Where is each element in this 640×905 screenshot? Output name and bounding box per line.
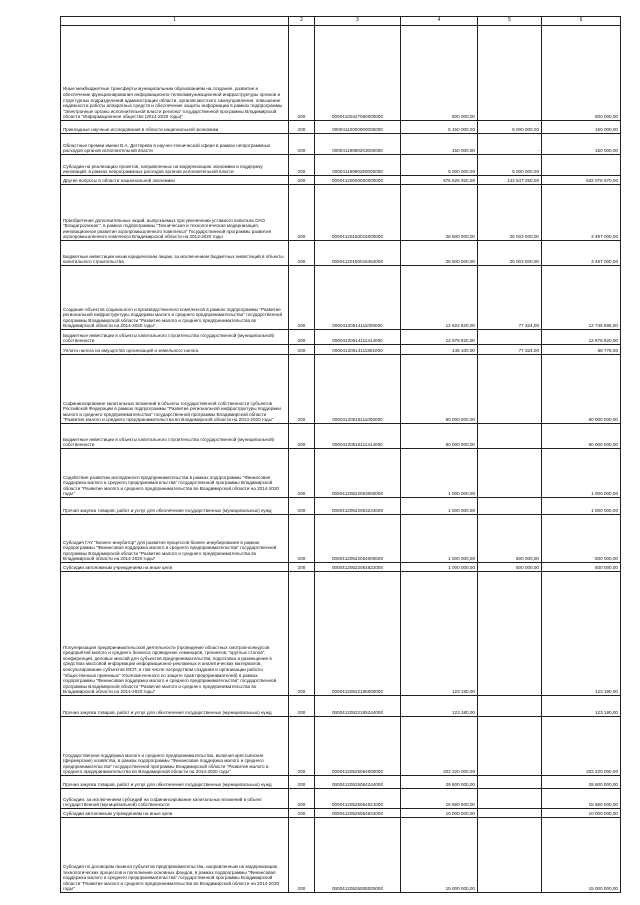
row-amount-total-cell: 80 000 000,00 — [401, 424, 478, 449]
row-code-cell: 200 — [289, 776, 315, 789]
row-kbk-cell: 00004120525064000000 — [315, 717, 401, 776]
row-name-cell: Бюджетные инвестиции в объекты капитального строительства государственной (муниципальной) собственности — [61, 424, 289, 449]
column-number: 5 — [478, 17, 542, 26]
row-amount-change-cell: 500 000,00 — [478, 563, 542, 572]
row-amount-total-cell: 146 100,00 — [401, 345, 478, 355]
row-amount-total-cell: 15 000 000,00 — [401, 818, 478, 893]
row-name-cell: Уплата налога на имущество организаций и земельного налога — [61, 345, 289, 355]
row-code-cell: 200 — [289, 498, 315, 515]
row-amount-result-cell: 68 776,00 — [542, 345, 621, 355]
row-kbk-cell: 00004120522195244000 — [315, 696, 401, 717]
row-amount-total-cell: 80 000 000,00 — [401, 355, 478, 424]
row-amount-total-cell: 123 180,00 — [401, 572, 478, 696]
row-amount-change-cell — [478, 776, 542, 789]
row-name-cell: Софинансирование капитальных вложений в объекты государственной собственности субъектов Российской Федерации в рамках подпрограммы "Развитие региональной инфраструктуры поддержки малого и среднего предпринимательства" государственной программы Владимирской области "Развитие малого и среднего предпринимательства во Владимирской области на 2014-2020 годы" — [61, 355, 289, 424]
row-amount-result-cell: 3 497 000,00 — [542, 185, 621, 241]
row-code-cell: 200 — [289, 809, 315, 818]
row-amount-result-cell: 15 660 000,00 — [542, 789, 621, 809]
table-row — [61, 424, 621, 449]
row-amount-total-cell: 123 180,00 — [401, 696, 478, 717]
budget-table-sheet — [60, 16, 620, 893]
row-amount-result-cell: 1 000 000,00 — [542, 449, 621, 498]
row-amount-result-cell: 500 000,00 — [542, 26, 621, 121]
row-amount-change-cell: 25 003 000,00 — [478, 185, 542, 241]
row-name-cell: Прочая закупка товаров, работ и услуг для обеспечения государственных (муниципальных) нужд — [61, 696, 289, 717]
table-row — [61, 345, 621, 355]
table-row — [61, 241, 621, 266]
budget-table — [60, 16, 621, 893]
table-row — [61, 776, 621, 789]
table-row — [61, 717, 621, 776]
table-row — [61, 185, 621, 241]
row-kbk-cell: 00004120522195000000 — [315, 572, 401, 696]
row-amount-change-cell — [478, 572, 542, 696]
row-amount-total-cell: 28 500 000,00 — [401, 185, 478, 241]
row-kbk-cell: 00004119990203000000 — [315, 134, 401, 155]
row-code-cell: 200 — [289, 185, 315, 241]
row-amount-change-cell — [478, 449, 542, 498]
row-kbk-cell: 00004100427060000000 — [315, 26, 401, 121]
row-name-cell: Бюджетные инвестиции иным юридическим лицам, за исключением бюджетных инвестиций в объекты капитального строительства — [61, 241, 289, 266]
row-kbk-cell: 00004120150015452000 — [315, 241, 401, 266]
row-code-cell: 200 — [289, 155, 315, 176]
table-row — [61, 572, 621, 696]
row-code-cell: 200 — [289, 818, 315, 893]
row-name-cell: Бюджетные инвестиции в объекты капитального строительства государственной (муниципальной) собственности — [61, 330, 289, 345]
table-row — [61, 515, 621, 563]
row-kbk-cell: 00004120515111414000 — [315, 424, 401, 449]
row-kbk-cell: 00004119990290000000 — [315, 155, 401, 176]
row-kbk-cell: 00004120514111414000 — [315, 330, 401, 345]
row-kbk-cell: 00004120150015000000 — [315, 185, 401, 241]
row-amount-total-cell: 1 000 000,00 — [401, 498, 478, 515]
row-kbk-cell: 00004120522054000000 — [315, 515, 401, 563]
row-name-cell: Субсидии автономным учреждениям на иные цели — [61, 563, 289, 572]
row-amount-result-cell: 500 000,00 — [542, 563, 621, 572]
row-code-cell: 200 — [289, 241, 315, 266]
row-name-cell: Содействие развитию молодежного предпринимательства в рамках подпрограммы "Финансовая поддержка малого и среднего предпринимательства" государственной программы Владимирской области "Развитие малого и среднего предпринимательства во Владимирской области на 2014-2020 годы" — [61, 449, 289, 498]
row-amount-total-cell: 1 000 000,00 — [401, 449, 478, 498]
row-amount-total-cell: 29 600 000,00 — [401, 776, 478, 789]
row-amount-result-cell: 80 000 000,00 — [542, 355, 621, 424]
row-amount-total-cell: 5 150 000,00 — [401, 121, 478, 134]
row-amount-change-cell — [478, 26, 542, 121]
row-code-cell: 200 — [289, 345, 315, 355]
row-amount-change-cell — [478, 789, 542, 809]
row-name-cell: Приобретение дополнительных акций, выпускаемых при увеличении уставного капитала ОАО "Владагролизинг", в рамках подпрограммы "Техническая и технологическая модернизация, инновационное развитие агропромышленного комплекса" Государственной программы развития агропромышленного комплекса Владимирской области на 2013-2020 годы — [61, 185, 289, 241]
row-code-cell: 200 — [289, 121, 315, 134]
row-kbk-cell: 00004120522054622000 — [315, 563, 401, 572]
row-amount-total-cell: 15 660 000,00 — [401, 789, 478, 809]
row-code-cell: 200 — [289, 515, 315, 563]
row-name-cell: Субсидии на реализацию проектов, направленных на модернизацию экономики и поддержку инноваций, в рамках непрограммных расходов органов исполнительной власти — [61, 155, 289, 176]
row-name-cell: Прочая закупка товаров, работ и услуг для обеспечения государственных (муниципальных) нужд — [61, 498, 289, 515]
row-code-cell: 200 — [289, 26, 315, 121]
row-amount-result-cell: 202 220 000,00 — [542, 717, 621, 776]
row-code-cell: 200 — [289, 789, 315, 809]
table-row — [61, 696, 621, 717]
row-amount-change-cell: 143 547 250,00 — [478, 176, 542, 185]
row-amount-result-cell: 10 000 000,00 — [542, 809, 621, 818]
row-amount-result-cell: 123 180,00 — [542, 696, 621, 717]
row-amount-result-cell: 12 676 820,00 — [542, 330, 621, 345]
row-name-cell: Иные межбюджетные трансферты муниципальным образованиям на создание, развитие и обеспечение функционирования информационно-телекоммуникационной инфраструктуры органов и структурных подразделений администрации области, органов местного самоуправления, повышение надежности работы аппаратных средств и обеспечение защиты информации в рамках подпрограммы "Электронные органы исполнительной власти региона" государственной программы Владимирской области "Информационное общество (2014-2020 годы)" — [61, 26, 289, 121]
row-kbk-cell: 00004110000000000000 — [315, 121, 401, 134]
row-name-cell: Областные премии имени В.А. Дегтярева в научно-технической сфере в рамках непрограммных расходов органов исполнительной власти — [61, 134, 289, 155]
row-code-cell: 200 — [289, 449, 315, 498]
row-amount-change-cell: - — [478, 134, 542, 155]
row-amount-total-cell: 675 625 920,00 — [401, 176, 478, 185]
column-number: 1 — [61, 17, 289, 26]
row-code-cell: 200 — [289, 563, 315, 572]
row-amount-change-cell — [478, 330, 542, 345]
row-amount-change-cell: 500 000,00 — [478, 515, 542, 563]
budget-table-body — [61, 17, 621, 893]
table-row — [61, 266, 621, 330]
row-amount-change-cell: 77 324,00 — [478, 345, 542, 355]
table-row — [61, 134, 621, 155]
column-number: 3 — [315, 17, 401, 26]
row-amount-result-cell: 150 000,00 — [542, 134, 621, 155]
row-amount-total-cell: 10 000 000,00 — [401, 809, 478, 818]
table-row — [61, 789, 621, 809]
row-amount-change-cell — [478, 818, 542, 893]
row-amount-total-cell: 5 000 000,00 — [401, 155, 478, 176]
row-amount-result-cell: 15 000 000,00 — [542, 818, 621, 893]
row-code-cell: 200 — [289, 134, 315, 155]
row-name-cell: Субсидия ГАУ "Бизнес-инкубатор" для развития процессов бизнес-инкубирования в рамках подпрограммы "Финансовая поддержка малого и среднего предпринимательства" государственной программы Владимирской области "Развитие малого и среднего предпринимательства во Владимирской области на 2014-2020 годы" — [61, 515, 289, 563]
row-code-cell: 200 — [289, 355, 315, 424]
row-code-cell: 200 — [289, 572, 315, 696]
row-name-cell: Популяризация предпринимательской деятельности (проведение областных смотров-конкурсов предприятий малого и среднего бизнеса; проведение семинаров, тренингов, "круглых столов", конференций, деловых миссий для субъектов предпринимательства; подготовка и размещение в средствах массовой информации информационно-рекламных и аналитических материалов, консультирование субъектов МСП, в том числе посредством создания и организации работы "общественных приемных" Уполномоченного по защите прав предпринимателей) в рамках подпрограммы "Финансовая поддержка малого и среднего предпринимательства" государственной программы Владимирской области "Развитие малого и среднего предпринимательства во Владимирской области на 2014-2020 годы" — [61, 572, 289, 696]
table-row — [61, 176, 621, 185]
row-amount-total-cell: 500 000,00 — [401, 26, 478, 121]
row-code-cell: 200 — [289, 176, 315, 185]
row-kbk-cell: 00004120514111851000 — [315, 345, 401, 355]
row-amount-result-cell: 3 497 000,00 — [542, 241, 621, 266]
row-name-cell: Субсидии, за исключением субсидий на софинансирование капитальных вложений в объект государственной (муниципальной) собственности — [61, 789, 289, 809]
row-amount-change-cell: 5 000 000,00 — [478, 155, 542, 176]
table-row — [61, 26, 621, 121]
row-amount-result-cell: 532 078 670,00 — [542, 176, 621, 185]
table-row — [61, 809, 621, 818]
row-kbk-cell: 00004120526008000000 — [315, 818, 401, 893]
row-kbk-cell: 00004120525064521000 — [315, 789, 401, 809]
row-amount-total-cell: 150 000,00 — [401, 134, 478, 155]
row-amount-result-cell: 1 000 000,00 — [542, 498, 621, 515]
row-name-cell: Другие вопросы в области национальной экономики — [61, 176, 289, 185]
row-amount-result-cell: 500 000,00 — [542, 515, 621, 563]
row-amount-change-cell — [478, 717, 542, 776]
row-amount-total-cell: 1 000 000,00 — [401, 515, 478, 563]
column-number-row — [61, 17, 621, 26]
row-amount-result-cell: 150 000,00 — [542, 121, 621, 134]
row-amount-change-cell — [478, 809, 542, 818]
row-amount-change-cell — [478, 424, 542, 449]
row-amount-total-cell: 12 822 920,00 — [401, 266, 478, 330]
column-number: 4 — [401, 17, 478, 26]
row-kbk-cell: 00004120515111000000 — [315, 355, 401, 424]
row-kbk-cell: 00004120000000000000 — [315, 176, 401, 185]
row-amount-change-cell: 77 324,00 — [478, 266, 542, 330]
column-number: 2 — [289, 17, 315, 26]
row-name-cell: Государственная поддержка малого и среднего предпринимательства, включая крестьянские (фермерские) хозяйства, в рамках подпрограммы "Финансовая поддержка малого и среднего предпринимательства" государственной программы Владимирской области "Развитие малого и среднего предпринимательства во Владимирской области на 2014-2020 годы" — [61, 717, 289, 776]
row-code-cell: 200 — [289, 696, 315, 717]
table-row — [61, 449, 621, 498]
table-row — [61, 563, 621, 572]
row-code-cell: 200 — [289, 330, 315, 345]
row-code-cell: 200 — [289, 717, 315, 776]
row-amount-result-cell: 12 745 596,00 — [542, 266, 621, 330]
table-row — [61, 155, 621, 176]
table-row — [61, 498, 621, 515]
row-amount-total-cell: 28 500 000,00 — [401, 241, 478, 266]
row-name-cell: Создание объектов социального и производственного комплексов в рамках подпрограммы "Развитие региональной инфраструктуры поддержки малого и среднего предпринимательства" государственной программы Владимирской области "Развитие малого и среднего предпринимательства во Владимирской области на 2014-2020 годы" — [61, 266, 289, 330]
row-name-cell: Прочая закупка товаров, работ и услуг для обеспечения государственных (муниципальных) нужд — [61, 776, 289, 789]
table-row — [61, 330, 621, 345]
row-amount-change-cell — [478, 696, 542, 717]
row-amount-change-cell: 25 003 000,00 — [478, 241, 542, 266]
row-code-cell: 200 — [289, 424, 315, 449]
row-amount-change-cell: 5 000 000,00 — [478, 121, 542, 134]
column-number: 6 — [542, 17, 621, 26]
table-row — [61, 818, 621, 893]
row-amount-result-cell: 123 180,00 — [542, 572, 621, 696]
row-name-cell: Субсидия по договорам лизинга субъектов предпринимательства, направленным на модернизацию технологических процессов и пополнение основных фондов, в рамках подпрограммы "Финансовая поддержка малого и среднего предпринимательства" государственной программы Владимирской области "Развитие малого и среднего предпринимательства во Владимирской области на 2014-2020 годы" — [61, 818, 289, 893]
row-amount-result-cell — [542, 155, 621, 176]
row-kbk-cell: 00004120525064622000 — [315, 809, 401, 818]
row-name-cell: Субсидии автономным учреждениям на иные цели — [61, 809, 289, 818]
row-kbk-cell: 00004120525064244000 — [315, 776, 401, 789]
row-code-cell: 200 — [289, 266, 315, 330]
row-amount-result-cell: 29 600 000,00 — [542, 776, 621, 789]
row-name-cell: Прикладные научные исследования в области национальной экономики — [61, 121, 289, 134]
row-amount-change-cell — [478, 498, 542, 515]
row-amount-change-cell — [478, 355, 542, 424]
row-amount-total-cell: 202 220 000,00 — [401, 717, 478, 776]
row-amount-total-cell: 12 676 820,00 — [401, 330, 478, 345]
table-row — [61, 121, 621, 134]
row-kbk-cell: 00004120514111000000 — [315, 266, 401, 330]
row-amount-result-cell: 80 000 000,00 — [542, 424, 621, 449]
row-kbk-cell: 00004120522053244000 — [315, 498, 401, 515]
table-row — [61, 355, 621, 424]
row-amount-total-cell: 1 000 000,00 — [401, 563, 478, 572]
row-kbk-cell: 00004120522053000000 — [315, 449, 401, 498]
